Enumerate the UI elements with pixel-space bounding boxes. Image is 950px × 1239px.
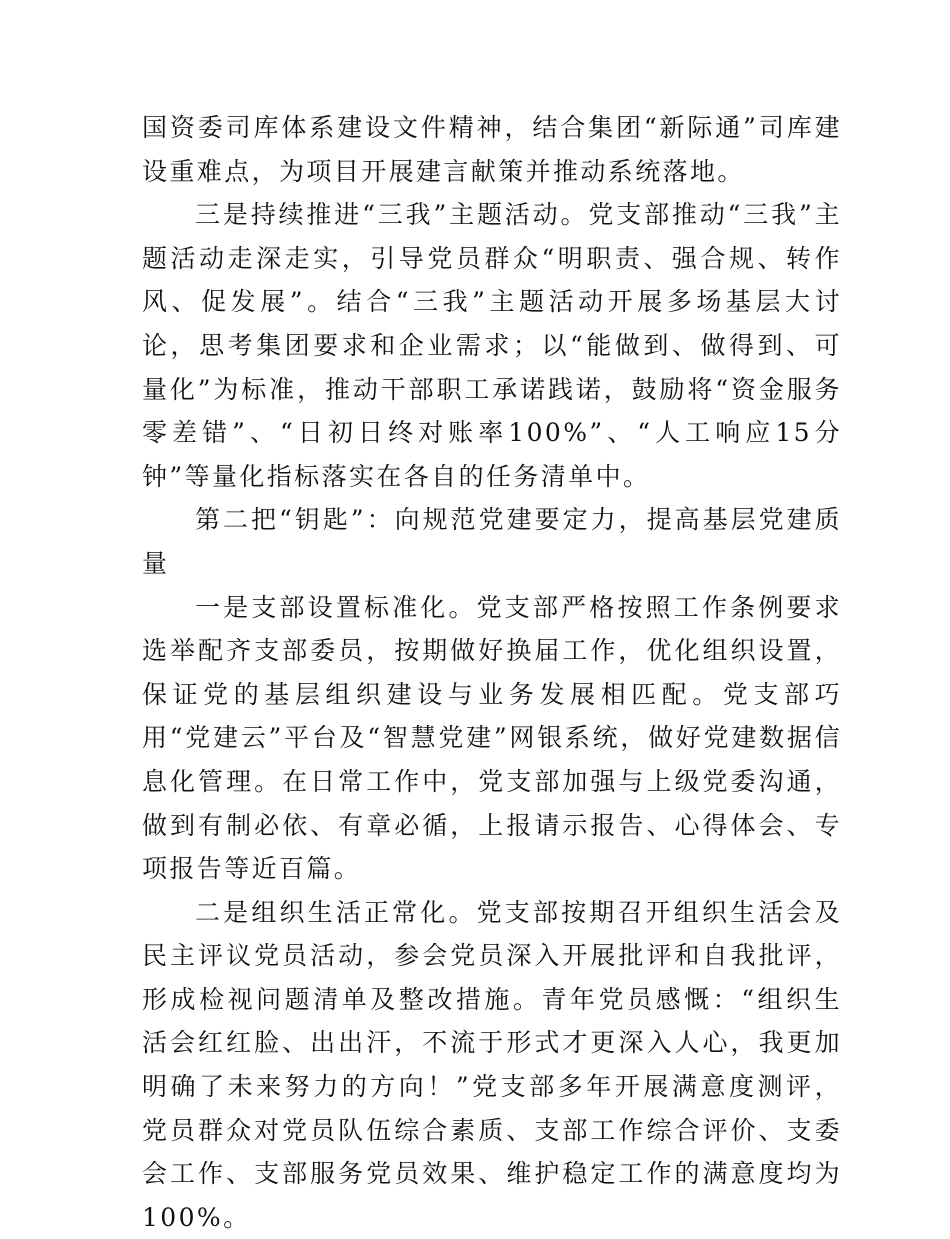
paragraph-branch-standardization: 一是支部设置标准化。党支部严格按照工作条例要求选举配齐支部委员，按期做好换届工作，优化组织设置，保证党的基层组织建设与业务发展相匹配。党支部巧用“党建云”平台及“智慧党建”网银系统，做好党建数据信息化管理。在日常工作中，党支部加强与上级党委沟通，做到有制必依、有章必循，上报请示报告、心得体会、专项报告等近百篇。 (142, 592, 842, 884)
document-page (142, 106, 842, 1239)
paragraph-organizational-life: 二是组织生活正常化。党支部按期召开组织生活会及民主评议党员活动，参会党员深入开展批评和自我批评，形成检视问题清单及整改措施。青年党员感慨：“组织生活会红红脸、出出汗，不流于形式才更深入人心，我更加明确了未来努力的方向！”党支部多年开展满意度测评，党员群众对党员队伍综合素质、支部工作综合评价、支委会工作、支部服务党员效果、维护稳定工作的满意度均为100%。 (142, 897, 842, 1232)
paragraph-san-wo-activity: 三是持续推进“三我”主题活动。党支部推动“三我”主题活动走深走实，引导党员群众“明职责、强合规、转作风、促发展”。结合“三我”主题活动开展多场基层大讨论，思考集团要求和企业需求；以“能做到、做得到、可量化”为标准，推动干部职工承诺践诺，鼓励将“资金服务零差错”、“日初日终对账率100%”、“人工响应15分钟”等量化指标落实在各自的任务清单中。 (142, 200, 842, 491)
section-heading-second-key: 第二把“钥匙”：向规范党建要定力，提高基层党建质量 (142, 505, 842, 578)
paragraph-continuation: 国资委司库体系建设文件精神，结合集团“新际通”司库建设重难点，为项目开展建言献策并推动系统落地。 (142, 113, 842, 186)
